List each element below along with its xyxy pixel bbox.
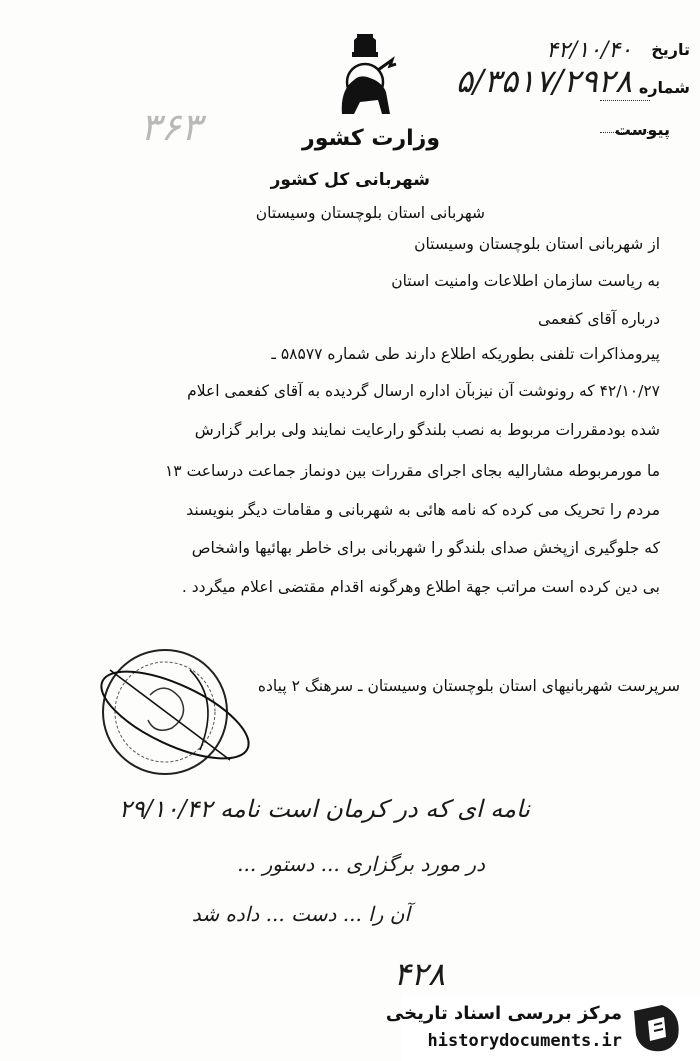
number-value: ۵/۳۵۱۷/۲۹۲۸	[455, 62, 632, 100]
date-label: تاریخ	[651, 40, 690, 59]
date-value: ۴۲/۱۰/۴۰	[546, 38, 632, 63]
corner-handwriting: ۳۶۳	[140, 105, 202, 149]
from-line: از شهربانی استان بلوچستان وسیستان	[414, 235, 660, 253]
attachment-underline	[600, 132, 650, 133]
number-label: شماره	[638, 78, 690, 97]
attachment-label: پیوست	[614, 120, 670, 139]
body-line: مردم را تحریک می کرده که نامه هائی به شهربانی و مقامات دیگر بنویسند	[186, 501, 660, 519]
signature-line: سرپرست شهربانیهای استان بلوچستان وسیستان ـ سرهنگ ۲ پیاده	[257, 677, 680, 695]
body-line: شده بودمقررات مربوط به نصب بلندگو رارعایت نمایند ولی برابر گزارش	[194, 421, 660, 439]
subject-line: درباره آقای کفعمی	[537, 310, 660, 328]
number-underline	[600, 100, 650, 101]
body-line: ۴۲/۱۰/۲۷ که رونوشت آن نیزبآن اداره ارسال گردیده به آقای کفعمی اعلام	[187, 382, 660, 400]
handwritten-note: آن را ... دست ... داده شد	[191, 902, 410, 926]
handwritten-note: در مورد برگزاری ... دستور ...	[237, 852, 485, 876]
lion-and-sun-emblem	[330, 30, 400, 125]
archive-name: مرکز بررسی اسناد تاریخی	[385, 1003, 622, 1024]
archive-website: historydocuments.ir	[427, 1031, 622, 1051]
handwritten-note: نامه ای که در کرمان است نامه ۲۹/۱۰/۴۲	[118, 795, 530, 823]
handwritten-page-number: ۴۲۸	[393, 955, 445, 993]
body-line: پیرومذاکرات تلفنی بطوریکه اطلاع دارند طی شماره ۵۸۵۷۷ ـ	[271, 345, 660, 363]
body-line: که جلوگیری ازپخش صدای بلندگو را شهربانی برای خاطر بهائیها واشخاص	[191, 539, 660, 557]
ministry-title: وزارت کشور	[302, 126, 440, 151]
official-seal-stamp	[80, 640, 260, 790]
body-line: ما مورمربوطه مشارالیه بجای اجرای مقررات بین دونماز جماعت درساعت ۱۳	[164, 462, 660, 480]
body-line: بی دین کرده است مراتب جهة اطلاع وهرگونه اقدام مقتضی اعلام میگردد .	[181, 578, 660, 596]
province-police-title: شهربانی استان بلوچستان وسیستان	[255, 204, 485, 222]
department-title: شهربانی کل کشور	[270, 170, 430, 190]
archive-logo-icon	[628, 1003, 688, 1055]
to-line: به ریاست سازمان اطلاعات وامنیت استان	[391, 272, 660, 290]
